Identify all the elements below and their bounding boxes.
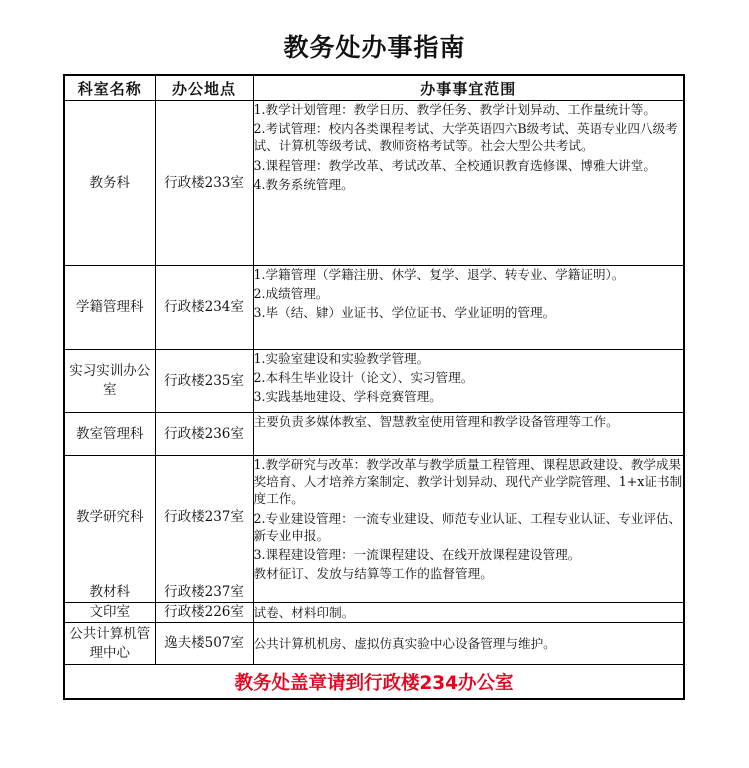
scope-item: 1.教学研究与改革：教学改革与教学质量工程管理、课程思政建设、教学成果奖培育、人才培养方案制定、教学计划异动、现代产业学院管理、1+x证书制度工作。: [253, 457, 683, 507]
department-name: 实习实训办公室: [64, 350, 155, 413]
scope-item: 试卷、材料印制。: [253, 604, 355, 620]
department-name: 教材科: [89, 584, 130, 600]
guide-table: [63, 74, 685, 700]
header-location: 办公地点: [155, 75, 253, 101]
table-row: [64, 456, 684, 603]
office-location: 行政楼235室: [155, 350, 253, 413]
scope-cell: [253, 603, 684, 623]
scope-item: 4.教务系统管理。: [253, 176, 354, 192]
stamp-notice: 教务处盖章请到行政楼234办公室: [64, 665, 684, 700]
scope-item: 公共计算机机房、虚拟仿真实验中心设备管理与维护。: [253, 635, 556, 651]
table-row: [64, 266, 684, 350]
header-scope: 办事事宜范围: [253, 75, 684, 101]
table-row: [64, 350, 684, 413]
scope-item: 教材征订、发放与结算等工作的监督管理。: [253, 566, 493, 582]
office-location-cell: [155, 456, 253, 603]
scope-item: 主要负责多媒体教室、智慧教室使用管理和教学设备管理等工作。: [253, 414, 619, 429]
footer-row: [64, 665, 684, 700]
page-title: 教务处办事指南: [283, 33, 466, 62]
scope-item: 2.成绩管理。: [253, 286, 329, 302]
department-name: 教务科: [64, 101, 155, 266]
scope-cell: [253, 350, 684, 413]
scope-item: 3.毕（结、肄）业证书、学位证书、学业证明的管理。: [253, 305, 556, 321]
office-location: 行政楼226室: [155, 603, 253, 623]
department-name: 学籍管理科: [64, 266, 155, 350]
table-row: [64, 413, 684, 456]
office-location: 行政楼237室: [164, 509, 244, 525]
scope-cell: [253, 413, 684, 456]
office-location: 逸夫楼507室: [155, 623, 253, 665]
table-row: [64, 101, 684, 266]
scope-item: 1.实验室建设和实验教学管理。: [253, 351, 430, 366]
department-name: 公共计算机管理中心: [64, 623, 155, 665]
office-location: 行政楼237室: [164, 584, 244, 600]
scope-item: 2.本科生毕业设计（论文）、实习管理。: [253, 370, 474, 386]
scope-item: 1.学籍管理（学籍注册、休学、复学、退学、转专业、学籍证明）。: [253, 267, 625, 282]
scope-item: 2.考试管理：校内各类课程考试、大学英语四六B级考试、英语专业四八级考试、计算机等级考试、教师资格考试等。社会大型公共考试。: [253, 121, 678, 154]
header-department: 科室名称: [64, 75, 155, 101]
department-name: 教学研究科: [76, 509, 144, 525]
table-row: [64, 603, 684, 623]
office-location: 行政楼234室: [155, 266, 253, 350]
department-name: 教室管理科: [64, 413, 155, 456]
scope-item: 1.教学计划管理：教学日历、教学任务、教学计划异动、工作量统计等。: [253, 102, 656, 117]
table-header-row: [64, 75, 684, 101]
scope-cell: [253, 101, 684, 266]
department-name-cell: [64, 456, 155, 603]
department-name: 文印室: [64, 603, 155, 623]
scope-item: 2.专业建设管理：一流专业建设、师范专业认证、工程专业认证、专业评估、新专业申报。: [253, 510, 682, 543]
scope-cell: [253, 623, 684, 665]
table-row: [64, 623, 684, 665]
scope-item: 3.实践基地建设、学科竞赛管理。: [253, 389, 442, 405]
office-location: 行政楼233室: [155, 101, 253, 266]
scope-cell: [253, 266, 684, 350]
office-location: 行政楼236室: [155, 413, 253, 456]
scope-cell: [253, 456, 684, 603]
scope-item: 3.课程管理：教学改革、考试改革、全校通识教育选修课、博雅大讲堂。: [253, 157, 656, 173]
scope-item: 3.课程建设管理：一流课程建设、在线开放课程建设管理。: [253, 547, 581, 563]
